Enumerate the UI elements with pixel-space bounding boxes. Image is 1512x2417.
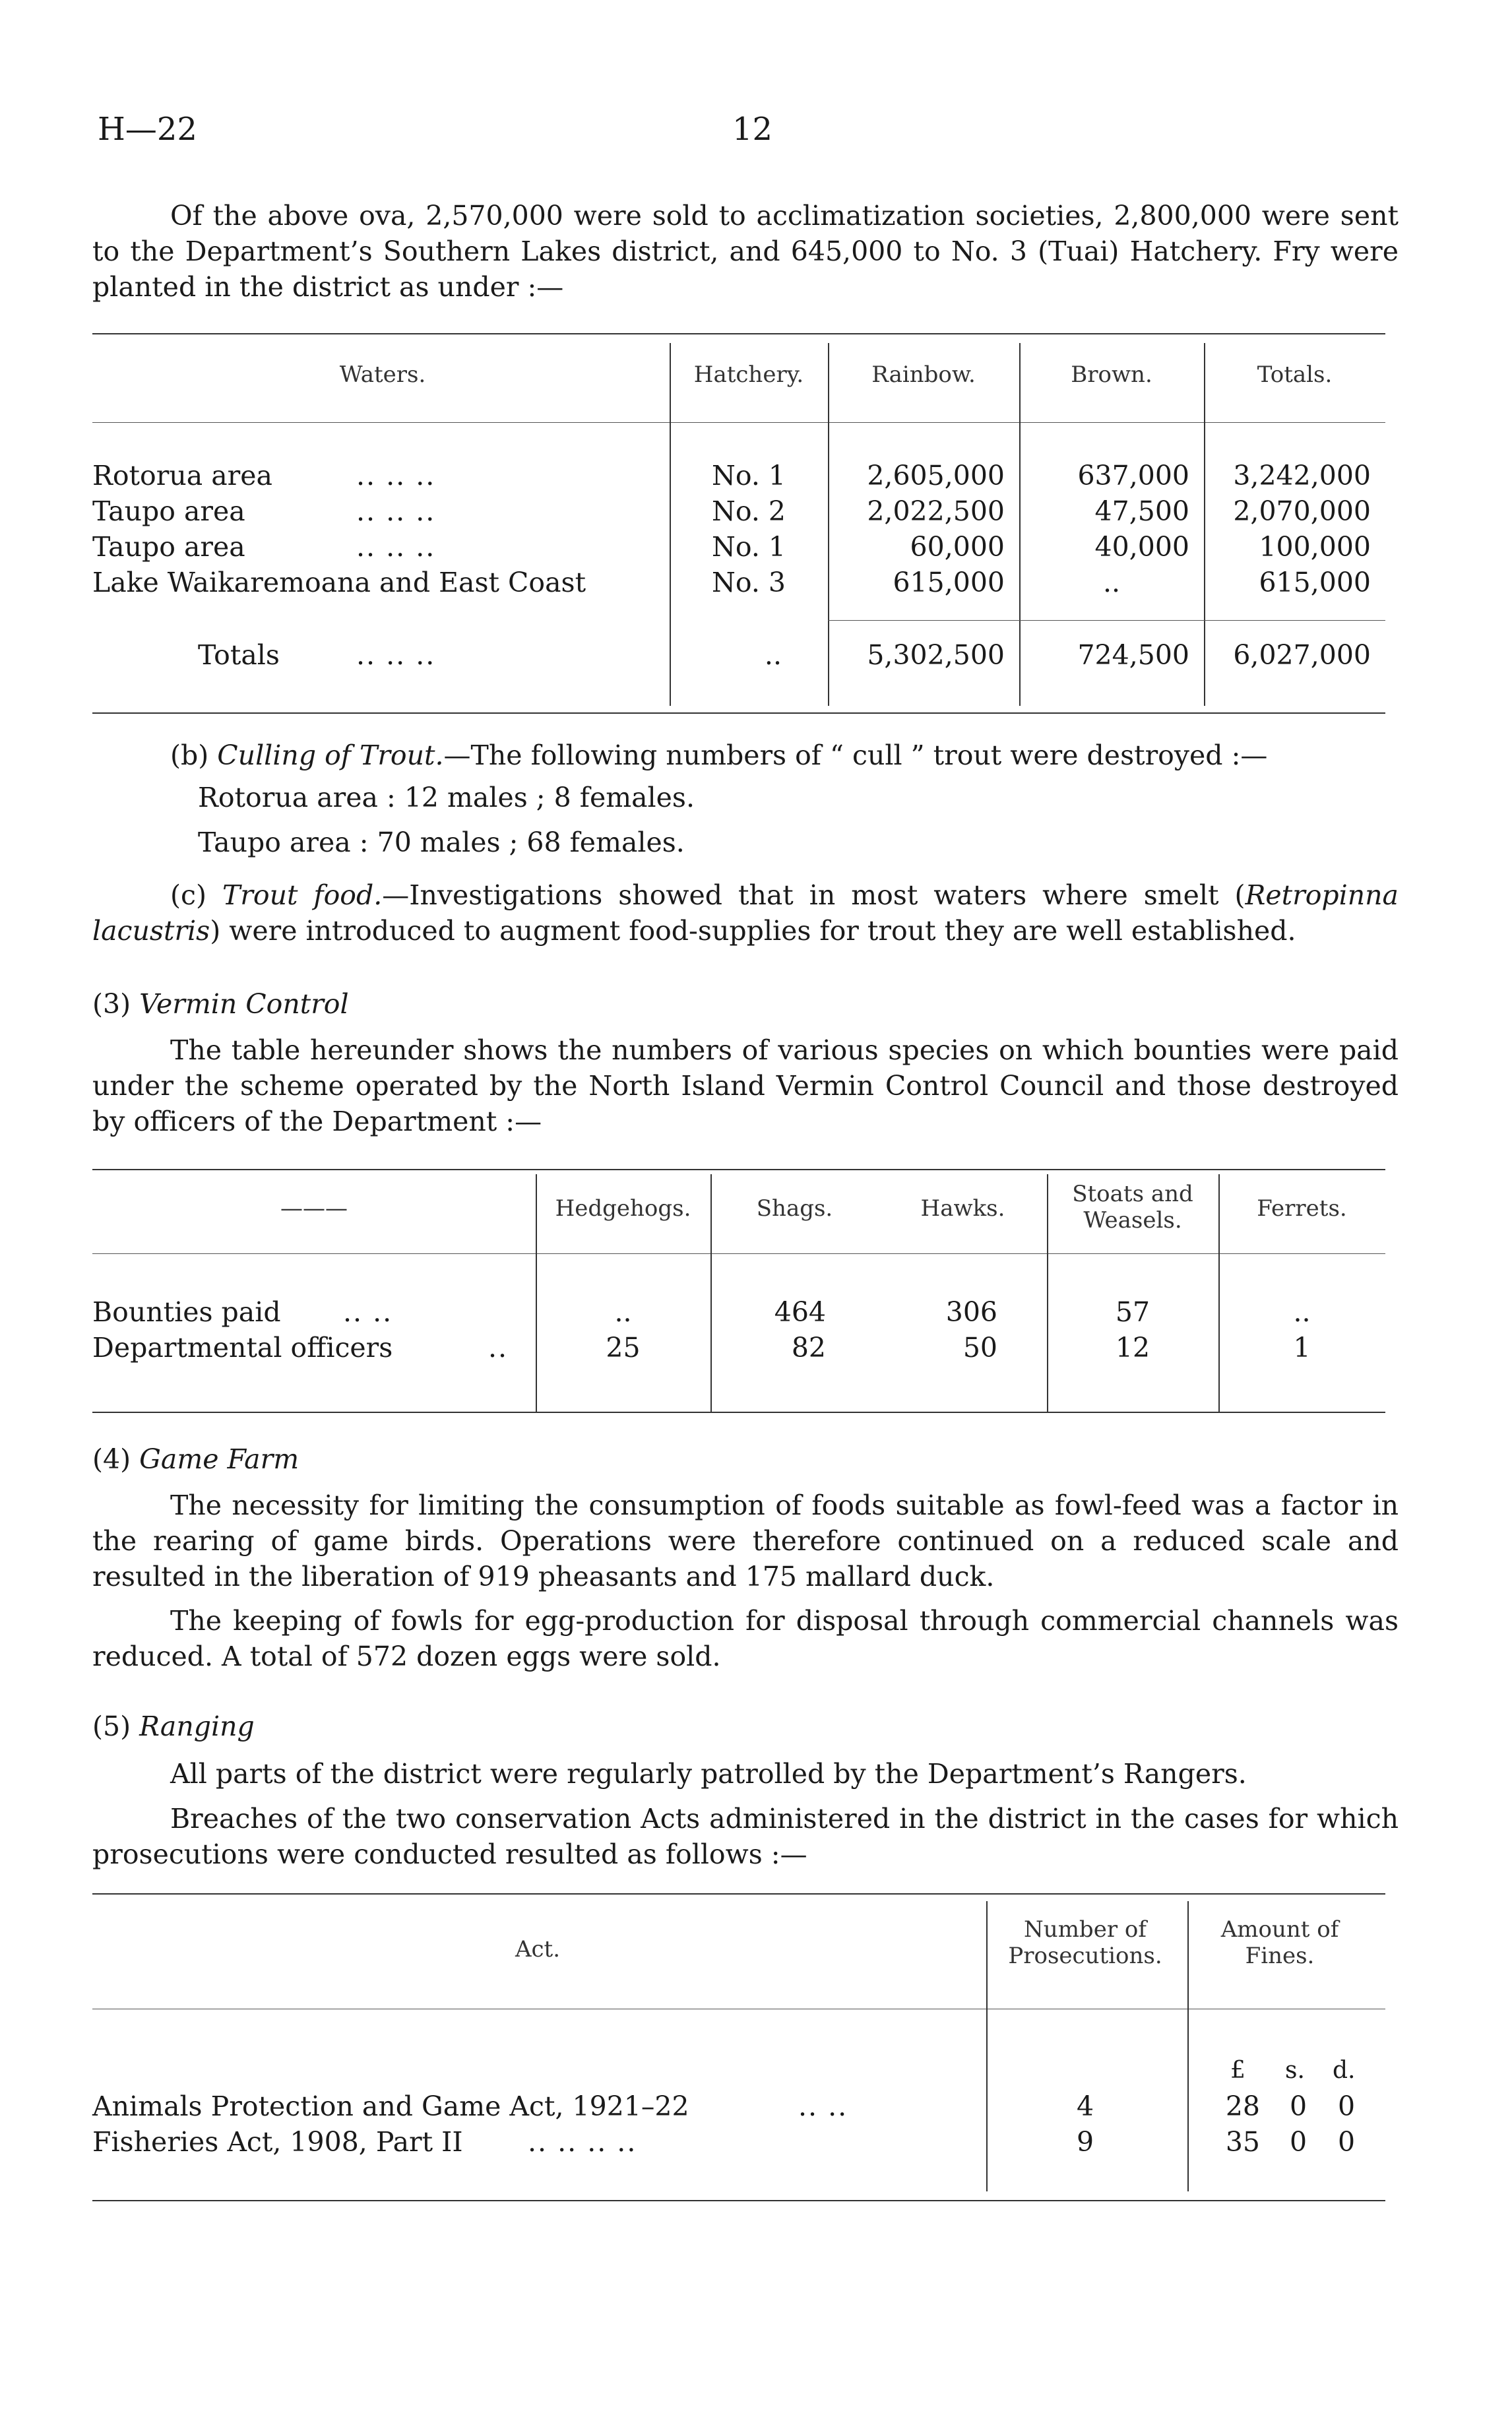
act-name: Animals Protection and Game Act, 1921–22 [92, 2090, 689, 2122]
stoats-cell: 57 [1115, 1296, 1150, 1328]
culling-paragraph [170, 738, 1267, 773]
culling-title: Culling of Trout. [217, 739, 444, 771]
brown-cell: 40,000 [1094, 531, 1189, 563]
table-rule [92, 422, 1385, 423]
table-rule [92, 333, 1385, 334]
pounds-unit: £ [1230, 2057, 1245, 2084]
col-header-shags: Shags. [756, 1195, 833, 1222]
fine-shillings: 0 [1290, 2126, 1307, 2158]
gamefarm-paragraph-1: The necessity for limiting the consumption of foods suitable as fowl-feed was a factor in the rearing of game birds. Operations were therefore continued on a reduced scale and resulted in the liberation of 919 pheasants and 175 mallard duck. [92, 1490, 1399, 1592]
column-divider [536, 1174, 537, 1412]
culling-rotorua: Rotorua area : 12 males ; 8 females. [198, 782, 695, 813]
rainbow-total: 5,302,500 [867, 639, 1005, 671]
intro-paragraph: Of the above ova, 2,570,000 were sold to acclimatization societies, 2,800,000 were sent to the Department’s Southern Lakes district, and 645,000 to No. 3 (Tuai) Hatchery. Fry were planted in the district as under :— [92, 200, 1399, 303]
troutfood-text-b: ) were introduced to augment food-supplies for trout they are well established. [210, 915, 1296, 947]
total-cell: 2,070,000 [1233, 495, 1371, 527]
col-header-waters: Waters. [339, 361, 426, 388]
total-cell: 615,000 [1259, 567, 1371, 598]
grand-total: 6,027,000 [1233, 639, 1371, 671]
hatchery-cell: No. 1 [712, 531, 786, 563]
col-header-act: Act. [515, 1936, 561, 1962]
leader-dots: .. .. .. [356, 531, 436, 563]
row-label: Bounties paid [92, 1296, 281, 1328]
leader-dots: .. .. [343, 1296, 393, 1328]
hedgehogs-cell: .. [614, 1296, 632, 1328]
rainbow-cell: 615,000 [893, 567, 1005, 598]
rainbow-cell: 60,000 [910, 531, 1005, 563]
col-header-rainbow: Rainbow. [871, 361, 976, 388]
rainbow-cell: 2,605,000 [867, 460, 1005, 491]
table-rule [92, 712, 1385, 714]
total-cell: 100,000 [1259, 531, 1371, 563]
shags-cell: 82 [791, 1332, 826, 1364]
fine-shillings: 0 [1290, 2090, 1307, 2122]
table-rule [92, 1253, 1385, 1254]
leader-dots: .. [488, 1332, 509, 1364]
prosecutions-cell: 4 [1076, 2090, 1094, 2122]
vermin-paragraph: The table hereunder shows the numbers of various species on which bounties were paid under the scheme operated by the North Island Vermin Control Council and those destroyed by officers of the Department :— [92, 1034, 1399, 1137]
leader-dots: .. .. .. [356, 495, 436, 527]
brown-cell: 637,000 [1077, 460, 1189, 491]
brown-cell: 47,500 [1094, 495, 1189, 527]
hatchery-cell: No. 1 [712, 460, 786, 491]
water-name: Taupo area [92, 495, 245, 527]
totals-rule [828, 620, 1385, 621]
gamefarm-heading-num: (4) [92, 1443, 131, 1475]
water-name: Lake Waikaremoana and East Coast [92, 567, 586, 598]
table-rule [92, 1893, 1385, 1895]
column-divider [1218, 1174, 1220, 1412]
water-name: Taupo area [92, 531, 245, 563]
column-divider [1047, 1174, 1048, 1412]
leader-dots: .. .. .. [356, 460, 436, 491]
fine-pounds: 28 [1225, 2090, 1260, 2122]
leader-dots: .. .. .. .. [528, 2126, 637, 2158]
gamefarm-heading-title: Game Farm [139, 1443, 299, 1475]
troutfood-paragraph [92, 877, 1399, 949]
vermin-heading-num: (3) [92, 988, 131, 1020]
total-cell: 3,242,000 [1233, 460, 1371, 491]
col-header-blank: ——— [280, 1195, 348, 1222]
culling-taupo: Taupo area : 70 males ; 68 females. [198, 827, 685, 858]
ferrets-cell: .. [1293, 1296, 1311, 1328]
gamefarm-paragraph-2: The keeping of fowls for egg-production for disposal through commercial channels was reduced. A total of 572 dozen eggs were sold. [92, 1605, 1399, 1672]
fine-pence: 0 [1338, 2126, 1356, 2158]
troutfood-title: Trout food. [222, 879, 383, 911]
brown-total: 724,500 [1077, 639, 1189, 671]
hatchery-cell: .. [764, 639, 782, 671]
table-rule [92, 1169, 1385, 1170]
col-header-totals: Totals. [1257, 361, 1333, 388]
troutfood-marker: (c) [170, 879, 206, 911]
fine-pounds: 35 [1225, 2126, 1260, 2158]
act-name: Fisheries Act, 1908, Part II [92, 2126, 463, 2158]
col-header-brown: Brown. [1071, 361, 1152, 388]
shags-cell: 464 [774, 1296, 826, 1328]
stoats-cell: 12 [1115, 1332, 1150, 1364]
ranging-heading-title: Ranging [139, 1711, 255, 1742]
ranging-paragraph-2: Breaches of the two conservation Acts administered in the district in the cases for which prosecutions were conducted resulted as follows :— [92, 1803, 1399, 1870]
leader-dots: .. .. [798, 2090, 848, 2122]
col-header-hawks: Hawks. [920, 1195, 1005, 1222]
table-rule [92, 1412, 1385, 1413]
hatchery-cell: No. 3 [712, 567, 786, 598]
vermin-heading-title: Vermin Control [139, 988, 349, 1020]
hawks-cell: 306 [945, 1296, 997, 1328]
shillings-unit: s. [1285, 2057, 1305, 2084]
fine-pence: 0 [1338, 2090, 1356, 2122]
col-header-hedgehogs: Hedgehogs. [555, 1195, 691, 1222]
rainbow-cell: 2,022,500 [867, 495, 1005, 527]
ferrets-cell: 1 [1293, 1332, 1311, 1364]
prosecutions-cell: 9 [1076, 2126, 1094, 2158]
pence-unit: d. [1333, 2057, 1356, 2084]
leader-dots: .. .. .. [356, 639, 436, 671]
species-name: Retropinna lacustris [92, 879, 1399, 947]
totals-label: Totals [198, 639, 280, 671]
table-rule [92, 2200, 1385, 2201]
vermin-heading [92, 986, 349, 1022]
troutfood-text-a: —Investigations showed that in most waters where smelt ( [382, 879, 1245, 911]
col-header-ferrets: Ferrets. [1257, 1195, 1347, 1222]
culling-text: —The following numbers of “ cull ” trout were destroyed :— [443, 739, 1268, 771]
culling-marker: (b) [170, 739, 209, 771]
hedgehogs-cell: 25 [606, 1332, 641, 1364]
page-number: 12 [732, 111, 773, 148]
column-divider [710, 1174, 712, 1412]
col-header-prosecutions: Number of Prosecutions. [1008, 1916, 1162, 1969]
page-reference: H—22 [98, 111, 197, 148]
row-label: Departmental officers [92, 1332, 393, 1364]
water-name: Rotorua area [92, 460, 272, 491]
ranging-paragraph-1: All parts of the district were regularly patrolled by the Department’s Rangers. [170, 1758, 1247, 1790]
ranging-heading-num: (5) [92, 1711, 131, 1742]
col-header-stoats: Stoats and Weasels. [1072, 1181, 1193, 1234]
ranging-heading [92, 1709, 255, 1744]
hawks-cell: 50 [962, 1332, 997, 1364]
hatchery-cell: No. 2 [712, 495, 786, 527]
brown-cell: .. [1102, 567, 1121, 598]
col-header-hatchery: Hatchery. [693, 361, 804, 388]
gamefarm-heading [92, 1441, 299, 1477]
col-header-fines: Amount of Fines. [1220, 1916, 1339, 1969]
